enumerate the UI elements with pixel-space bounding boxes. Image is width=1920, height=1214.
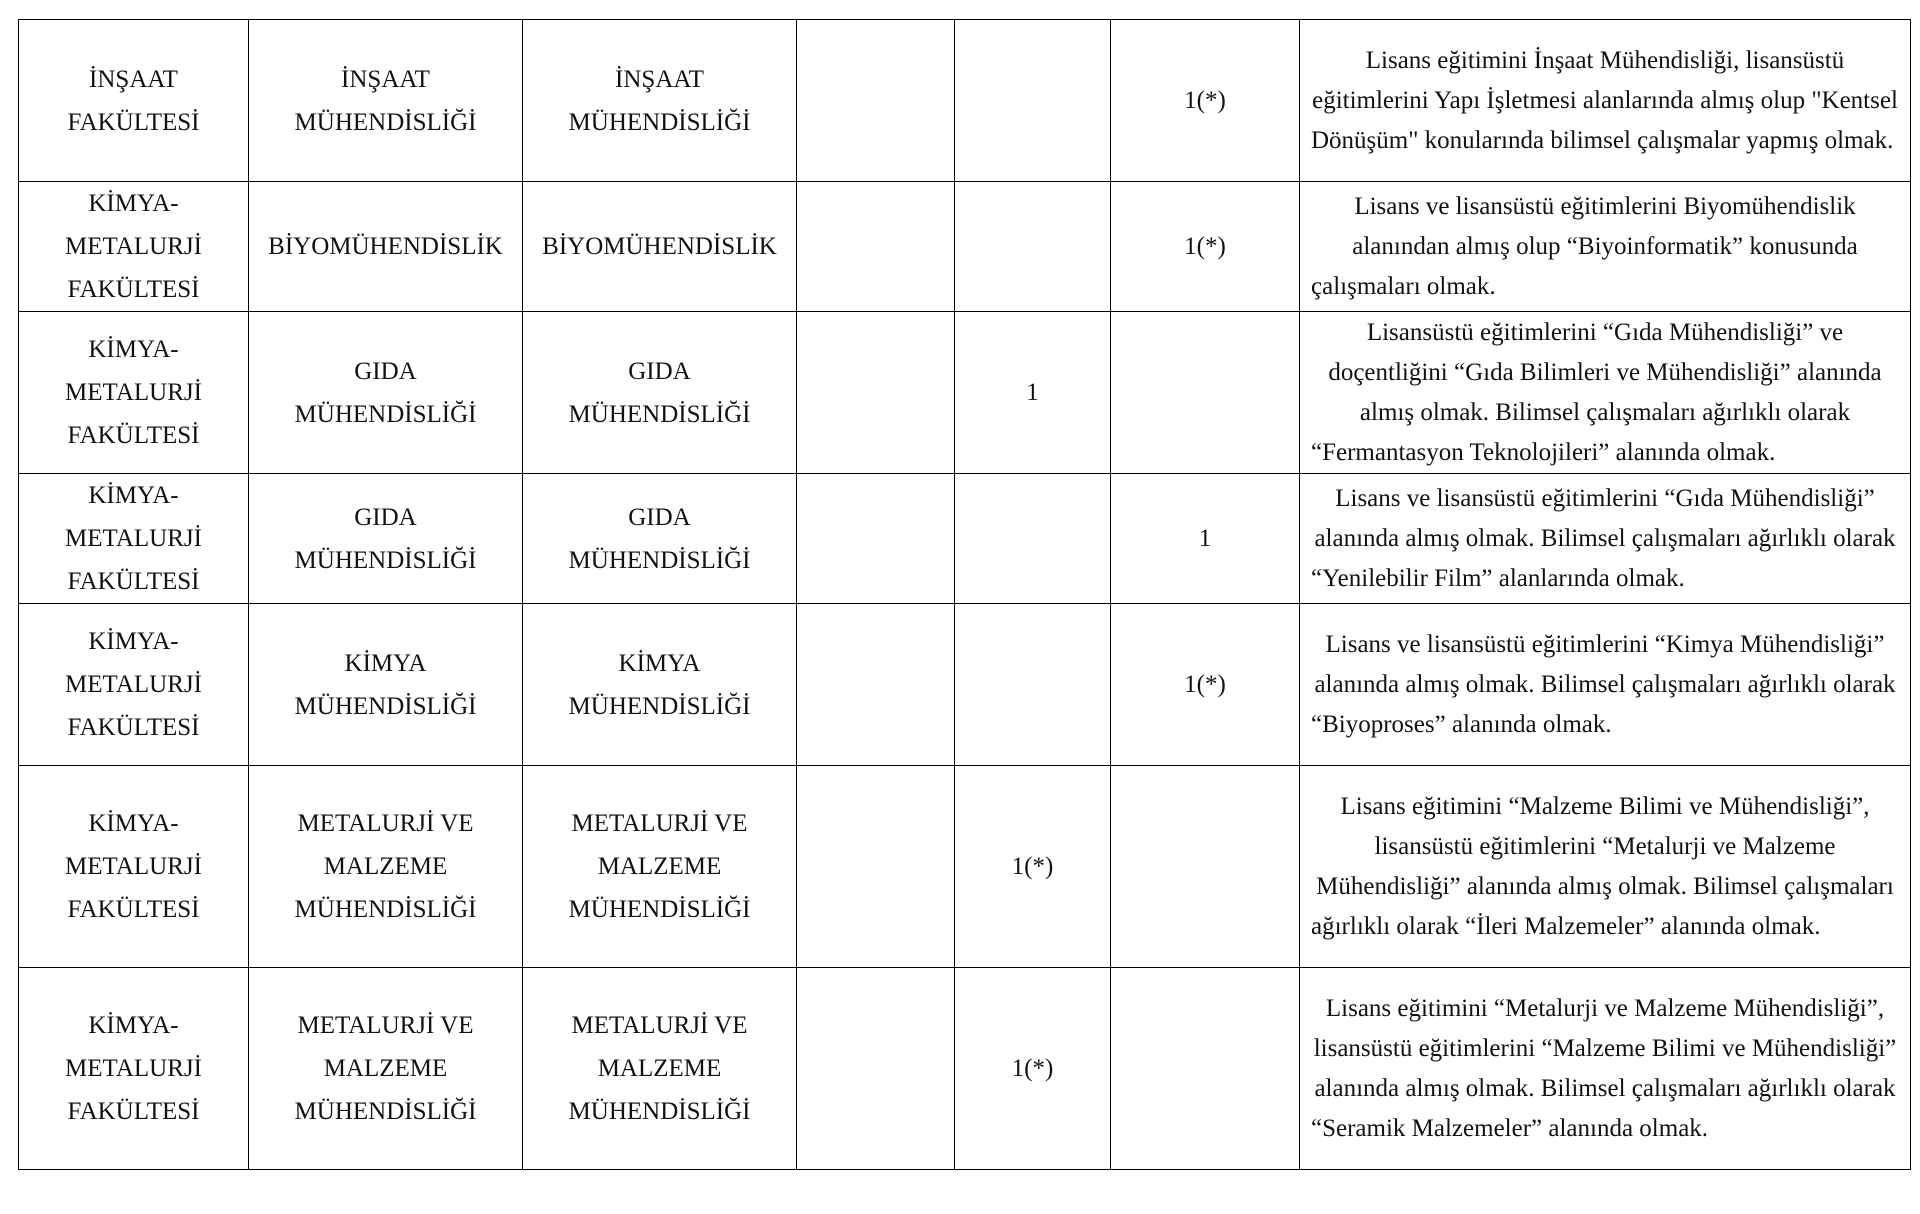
count-cell-3: 1(*) [1111,604,1300,766]
requirements-cell: Lisans eğitimini “Malzeme Bilimi ve Mühendisliği”, lisansüstü eğitimlerini “Metalurji ve Malzeme Mühendisliği” alanında almış olmak. Bilimsel çalışmaları ağırlıklı olarak “İleri Malzemeler” alanında olmak. [1300,766,1911,968]
department-cell: KİMYA MÜHENDİSLİĞİ [249,604,523,766]
table-row [19,474,1911,604]
requirements-cell: Lisans eğitimini “Metalurji ve Malzeme Mühendisliği”, lisansüstü eğitimlerini “Malzeme Bilimi ve Mühendisliği” alanında almış olmak. Bilimsel çalışmaları ağırlıklı olarak “Seramik Malzemeler” alanında olmak. [1300,968,1911,1170]
count-cell-3: 1 [1111,474,1300,604]
requirements-cell: Lisans ve lisansüstü eğitimlerini “Kimya Mühendisliği” alanında almış olmak. Bilimsel çalışmaları ağırlıklı olarak “Biyoproses” alanında olmak. [1300,604,1911,766]
department-cell: METALURJİ VE MALZEME MÜHENDİSLİĞİ [249,766,523,968]
table-row [19,604,1911,766]
count-cell-3: 1(*) [1111,182,1300,312]
count-cell-2 [955,182,1111,312]
department-cell: GIDA MÜHENDİSLİĞİ [249,474,523,604]
department-cell: METALURJİ VE MALZEME MÜHENDİSLİĞİ [249,968,523,1170]
count-cell-2: 1(*) [955,968,1111,1170]
department-cell: BİYOMÜHENDİSLİK [249,182,523,312]
count-cell-1 [797,968,955,1170]
department-cell: İNŞAAT MÜHENDİSLİĞİ [249,20,523,182]
faculty-cell: İNŞAAT FAKÜLTESİ [19,20,249,182]
count-cell-3 [1111,312,1300,474]
program-cell: İNŞAAT MÜHENDİSLİĞİ [523,20,797,182]
count-cell-3 [1111,766,1300,968]
faculty-cell: KİMYA- METALURJİ FAKÜLTESİ [19,604,249,766]
program-cell: METALURJİ VE MALZEME MÜHENDİSLİĞİ [523,968,797,1170]
requirements-cell: Lisans ve lisansüstü eğitimlerini “Gıda Mühendisliği” alanında almış olmak. Bilimsel çalışmaları ağırlıklı olarak “Yenilebilir Film” alanlarında olmak. [1300,474,1911,604]
positions-table [18,19,1911,1170]
count-cell-3 [1111,968,1300,1170]
count-cell-2: 1(*) [955,766,1111,968]
count-cell-1 [797,312,955,474]
table-row [19,312,1911,474]
count-cell-1 [797,20,955,182]
table-row [19,20,1911,182]
count-cell-3: 1(*) [1111,20,1300,182]
program-cell: METALURJİ VE MALZEME MÜHENDİSLİĞİ [523,766,797,968]
count-cell-1 [797,766,955,968]
faculty-cell: KİMYA- METALURJİ FAKÜLTESİ [19,474,249,604]
program-cell: GIDA MÜHENDİSLİĞİ [523,312,797,474]
count-cell-1 [797,182,955,312]
requirements-cell: Lisansüstü eğitimlerini “Gıda Mühendisliği” ve doçentliğini “Gıda Bilimleri ve Mühendisliği” alanında almış olmak. Bilimsel çalışmaları ağırlıklı olarak “Fermantasyon Teknolojileri” alanında olmak. [1300,312,1911,474]
program-cell: GIDA MÜHENDİSLİĞİ [523,474,797,604]
count-cell-2 [955,604,1111,766]
requirements-cell: Lisans eğitimini İnşaat Mühendisliği, lisansüstü eğitimlerini Yapı İşletmesi alanlarında almış olup "Kentsel Dönüşüm" konularında bilimsel çalışmalar yapmış olmak. [1300,20,1911,182]
count-cell-2: 1 [955,312,1111,474]
faculty-cell: KİMYA- METALURJİ FAKÜLTESİ [19,968,249,1170]
count-cell-2 [955,474,1111,604]
program-cell: BİYOMÜHENDİSLİK [523,182,797,312]
faculty-cell: KİMYA- METALURJİ FAKÜLTESİ [19,312,249,474]
table-row [19,766,1911,968]
count-cell-1 [797,604,955,766]
faculty-cell: KİMYA- METALURJİ FAKÜLTESİ [19,182,249,312]
count-cell-1 [797,474,955,604]
requirements-cell: Lisans ve lisansüstü eğitimlerini Biyomühendislik alanından almış olup “Biyoinformatik” konusunda çalışmaları olmak. [1300,182,1911,312]
department-cell: GIDA MÜHENDİSLİĞİ [249,312,523,474]
table-row [19,182,1911,312]
table-row [19,968,1911,1170]
faculty-cell: KİMYA- METALURJİ FAKÜLTESİ [19,766,249,968]
count-cell-2 [955,20,1111,182]
program-cell: KİMYA MÜHENDİSLİĞİ [523,604,797,766]
